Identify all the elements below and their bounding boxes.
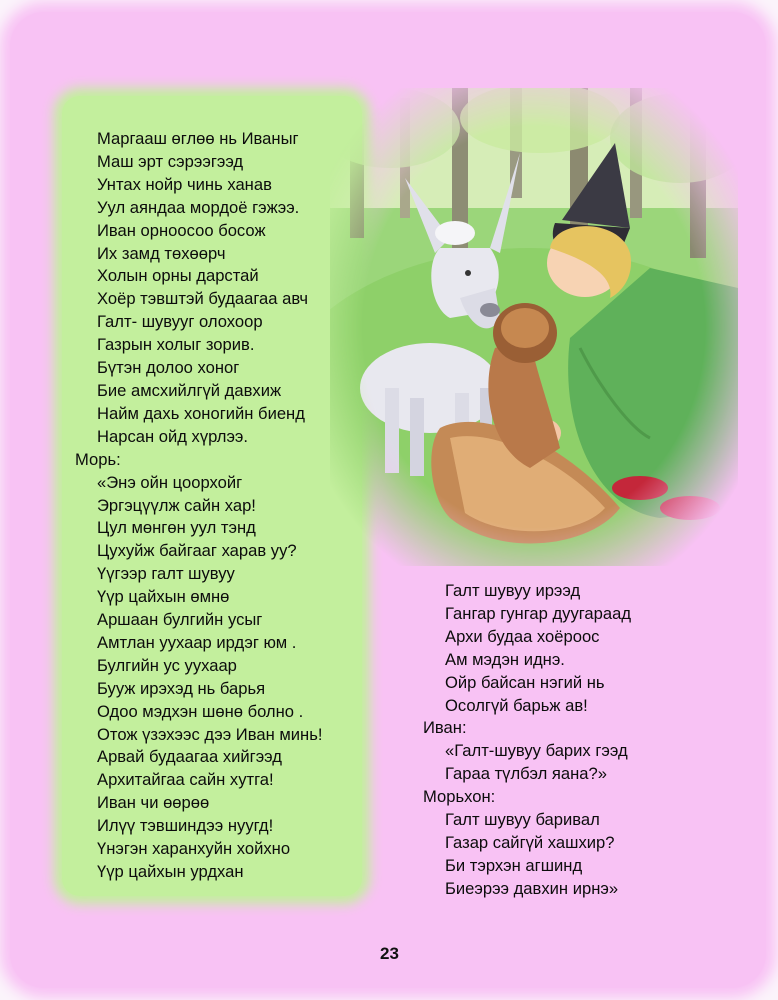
- speaker-label: Морьхон:: [423, 787, 496, 807]
- poem-line: Архи будаа хоёроос: [445, 626, 600, 646]
- poem-line: Үүгээр галт шувуу: [97, 564, 235, 584]
- poem-line: Эргэцүүлж сайн хар!: [97, 495, 256, 515]
- poem-line: Үүр цайхын өмнө: [97, 587, 230, 607]
- poem-line: Биеэрээ давхин ирнэ»: [445, 878, 619, 898]
- poem-line: Үнэгэн харанхуйн хойхно: [97, 839, 291, 859]
- poem-column-left: [75, 128, 322, 884]
- poem-column-right: [423, 580, 631, 901]
- poem-line: Хоёр тэвштэй будаагаа авч: [97, 289, 309, 309]
- poem-line: Галт- шувууг олохоор: [97, 312, 263, 332]
- poem-line: Одоо мэдхэн шөнө болно .: [97, 701, 304, 721]
- poem-line: Цул мөнгөн уул тэнд: [97, 518, 256, 538]
- poem-line: Амтлан уухаар ирдэг юм .: [97, 632, 297, 652]
- page-number: 23: [380, 944, 399, 963]
- poem-line: Газар сайгүй хашхир?: [445, 832, 615, 852]
- poem-line: «Галт-шувуу барих гээд: [445, 741, 628, 761]
- poem-line: Би тэрхэн агшинд: [445, 855, 583, 875]
- poem-line: Арвай будаагаа хийгээд: [97, 747, 282, 767]
- poem-line: Осолгүй барьж ав!: [445, 695, 588, 715]
- story-illustration: [330, 88, 738, 566]
- poem-line: Маргааш өглөө нь Иваныг: [97, 129, 299, 148]
- poem-line: Аршаан булгийн усыг: [97, 610, 263, 630]
- poem-line: Нарсан ойд хүрлээ.: [97, 426, 249, 446]
- poem-line: Үүр цайхын урдхан: [97, 862, 244, 881]
- speaker-label: Морь:: [75, 449, 121, 469]
- poem-line: Ам мэдэн иднэ.: [445, 649, 565, 669]
- poem-line: Найм дахь хоногийн биенд: [97, 403, 305, 423]
- poem-line: Отож үзэхээс дээ Иван минь!: [97, 724, 323, 744]
- poem-line: Унтах нойр чинь ханав: [97, 174, 272, 194]
- poem-line: Газрын холыг зорив.: [97, 335, 255, 355]
- poem-line: Бууж ирэхэд нь барья: [97, 678, 266, 698]
- poem-line: Ойр байсан нэгий нь: [445, 672, 605, 692]
- poem-line: Галт шувуу ирээд: [445, 581, 581, 600]
- poem-line: Гараа түлбэл яана?»: [445, 764, 607, 784]
- poem-line: Иван орноосоо босож: [97, 220, 266, 240]
- poem-line: Гангар гунгар дуугараад: [445, 603, 632, 623]
- poem-line: Булгийн ус уухаар: [97, 655, 237, 675]
- poem-line: Уул аяндаа мордоё гэжээ.: [97, 197, 300, 217]
- speaker-label: Иван:: [423, 718, 467, 738]
- poem-line: «Энэ ойн цоорхойг: [97, 472, 243, 492]
- poem-line: Бүтэн долоо хоног: [97, 358, 240, 378]
- poem-line: Их замд төхөөрч: [97, 243, 226, 263]
- poem-line: Бие амсхийлгүй давхиж: [97, 380, 282, 400]
- poem-line: Галт шувуу баривал: [445, 810, 600, 830]
- poem-line: Иван чи өөрөө: [97, 793, 210, 813]
- poem-line: Илүү тэвшиндээ нуугд!: [97, 816, 274, 836]
- poem-line: Холын орны дарстай: [97, 266, 259, 286]
- poem-line: Цухуйж байгааг харав уу?: [97, 541, 297, 561]
- poem-line: Маш эрт сэрээгээд: [97, 151, 244, 171]
- poem-line: Архитайгаа сайн хутга!: [97, 770, 274, 790]
